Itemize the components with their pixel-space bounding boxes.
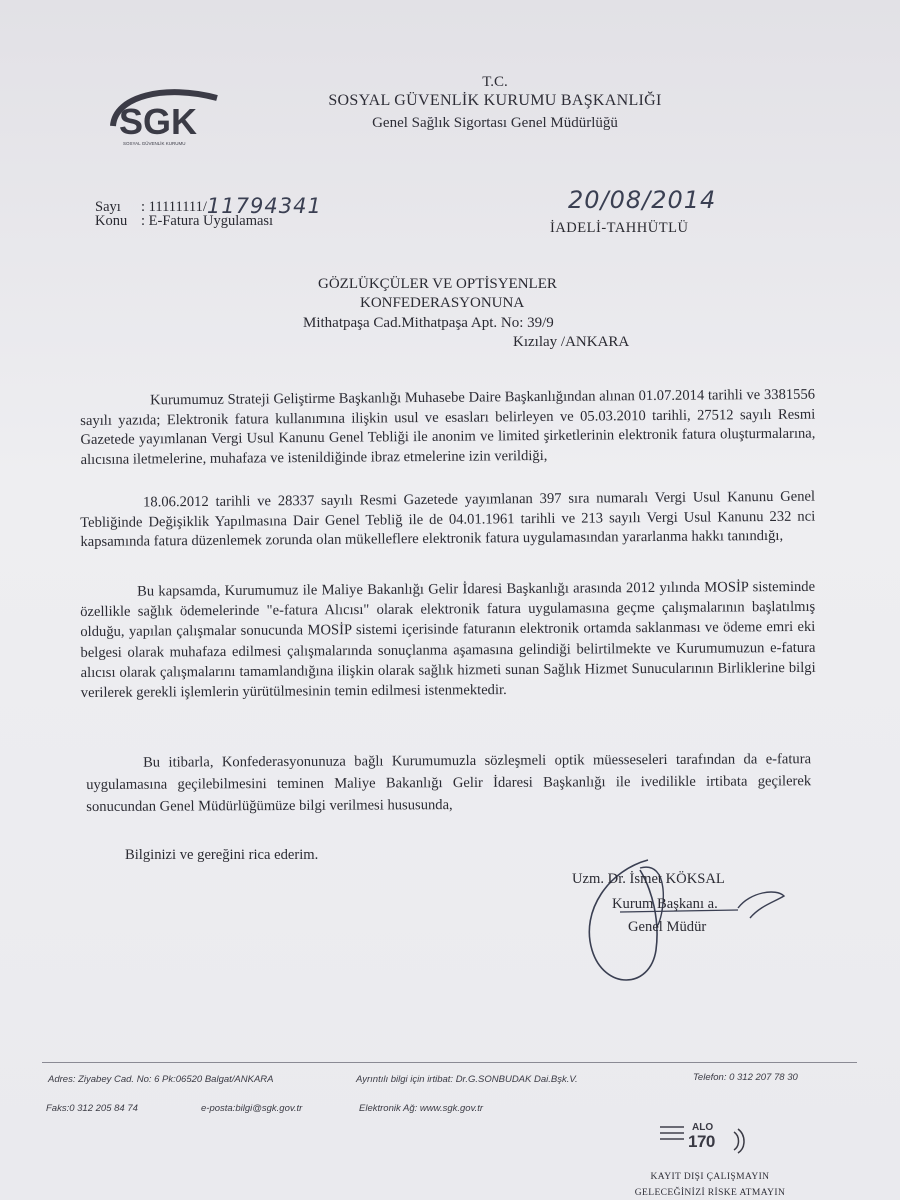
footer-divider xyxy=(42,1062,857,1063)
recipient-line-2: KONFEDERASYONUNA xyxy=(360,295,525,311)
footer-contact: Ayrıntılı bilgi için irtibat: Dr.G.SONBUDAK Dai.Bşk.V. xyxy=(356,1074,578,1085)
sayi-handwritten: 11794341 xyxy=(206,194,322,218)
sayi-value: : 11111111/ xyxy=(141,199,207,215)
paragraph-1: Kurumumuz Strateji Geliştirme Başkanlığı Muhasebe Daire Başkanlığından alınan 01.07.2014 tarihli ve 3381556 sayılı yazıda; Elektronik fatura kullanımına ilişkin usul ve esasları belirleyen ve 05.03.2010 tarihli, 27512 sayılı Resmi Gazetede yayımlanan Vergi Usul Kanunu Genel Tebliği ile anonim ve limited şirketlerinin elektronik fatura oluşturmalarına, alıcısına iletmelerine, muhafaza ve istenildiğinde ibraz etmelerine izin verildiği, xyxy=(80,386,816,468)
recipient-address: Mithatpaşa Cad.Mithatpaşa Apt. No: 39/9 xyxy=(303,315,554,331)
header-organization: SOSYAL GÜVENLİK KURUMU BAŞKANLIĞI xyxy=(328,92,662,109)
konu-label: Konu xyxy=(95,213,128,229)
header-tc: T.C. xyxy=(482,74,508,90)
paragraph-2: 18.06.2012 tarihli ve 28337 sayılı Resmi Gazetede yayımlanan 397 sıra numaralı Vergi Usul Kanunu Genel Tebliğinde Değişiklik Yapılmasına Dair Genel Tebliğ ile de 04.01.1961 tarihli ve 213 sayılı Vergi Usul Kanunu 232 nci kapsamında fatura düzenlemek zorunda olan mükelleflere elektronik fatura uygulamasından yararlanma hakkı tanındığı, xyxy=(80,488,816,551)
delivery-type: İADELİ-TAHHÜTLÜ xyxy=(550,220,689,236)
signatory-title-2: Genel Müdür xyxy=(628,919,707,935)
footer-fax: Faks:0 312 205 84 74 xyxy=(46,1103,138,1114)
recipient-line-1: GÖZLÜKÇÜLER VE OPTİSYENLER xyxy=(318,276,557,292)
header-department: Genel Sağlık Sigortası Genel Müdürlüğü xyxy=(372,115,618,131)
svg-text:SOSYAL GÜVENLİK KURUMU: SOSYAL GÜVENLİK KURUMU xyxy=(123,141,186,146)
closing-line: Bilginizi ve gereğini rica ederim. xyxy=(125,847,319,863)
sayi-label: Sayı xyxy=(95,199,121,215)
paragraph-3: Bu kapsamda, Kurumumuz ile Maliye Bakanlığı Gelir İdaresi Başkanlığı arasında 2012 yılında MOSİP sisteminde özellikle sağlık ödemelerinde "e-fatura Alıcısı" olarak elektronik fatura uygulamasına geçme çalışmalarının başlatılmış olduğu, yapılan çalışmalar sonucunda MOSİP sistemi içerisinde faturanın elektronik ortamda saklanması ve ödeme emri eki belgesi olarak muhafaza edilmesi çalışmalarında sonuçlanma aşamasına gelindiği belirtilmekte ve Kurumumuzun e-fatura alıcısı olarak çalışmalarını tamamlandığına ilişkin olarak sağlık hizmeti sunan Sağlık Hizmet Sunucularının Birliklerine bilgi verilerek gerekli işlemlerin yürütülmesinin temin edilmesi istenmektedir. xyxy=(80,578,816,702)
slogan-line-1: KAYIT DIŞI ÇALIŞMAYIN xyxy=(650,1172,770,1182)
recipient-city: Kızılay /ANKARA xyxy=(513,334,630,350)
slogan-line-2: GELECEĞİNİZİ RİSKE ATMAYIN xyxy=(634,1188,786,1198)
footer-phone: Telefon: 0 312 207 78 30 xyxy=(693,1072,798,1083)
konu-value: : E-Fatura Uygulaması xyxy=(141,213,274,229)
footer-website: Elektronik Ağ: www.sgk.gov.tr xyxy=(359,1103,484,1114)
alo-label: ALO xyxy=(692,1122,714,1133)
footer-email: e-posta:bilgi@sgk.gov.tr xyxy=(201,1103,303,1114)
svg-text:SGK: SGK xyxy=(119,101,198,142)
konu-line xyxy=(95,213,273,230)
sgk-logo-icon xyxy=(105,88,225,148)
alo-number: 170 xyxy=(688,1132,715,1151)
signatory-name: Uzm. Dr. İsmet KÖKSAL xyxy=(572,871,725,887)
sgk-logo xyxy=(105,88,225,148)
handwritten-date: 20/08/2014 xyxy=(568,186,717,214)
paragraph-4: Bu itibarla, Konfederasyonunuza bağlı Kurumumuzla sözleşmeli optik müesseseleri tarafından da e-fatura uygulamasına geçilebilmesini teminen Maliye Bakanlığı Gelir İdaresi Başkanlığı ile ivedilikle irtibata geçilerek sonucundan Genel Müdürlüğümüze bilgi verilmesi hususunda, xyxy=(86,751,812,815)
signatory-title-1: Kurum Başkanı a. xyxy=(612,896,718,912)
footer-address: Adres: Ziyabey Cad. No: 6 Pk:06520 Balgat/ANKARA xyxy=(48,1074,274,1085)
